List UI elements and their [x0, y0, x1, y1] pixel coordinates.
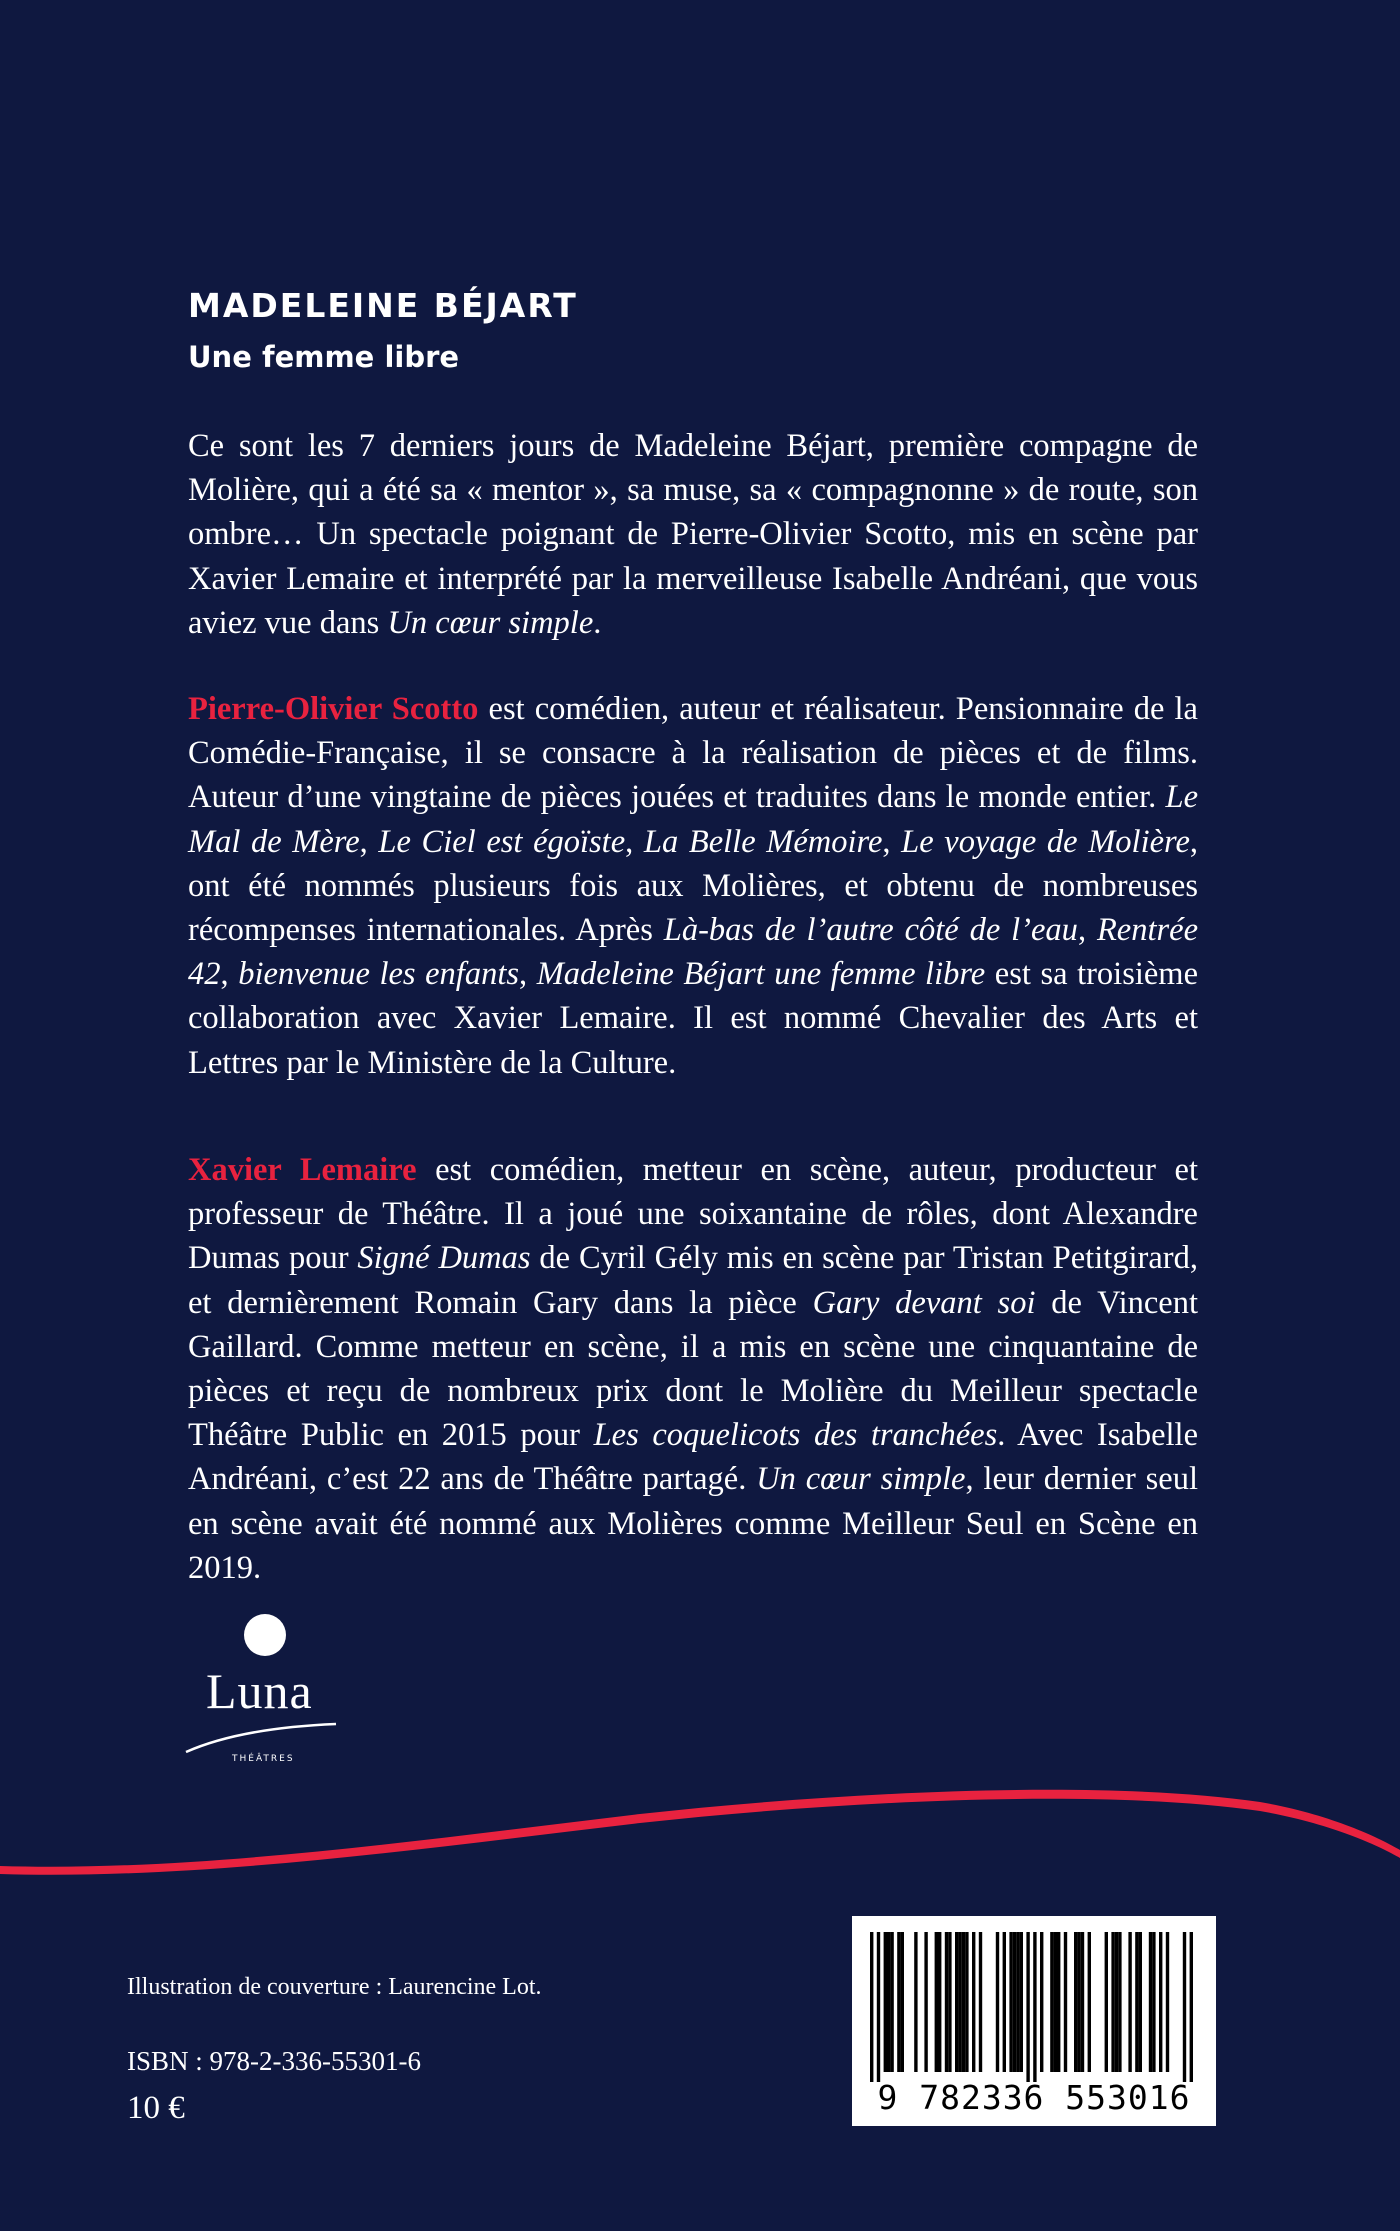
barcode-bar — [1190, 1932, 1193, 2082]
barcode-bar — [1159, 1932, 1162, 2072]
barcode-bar — [1105, 1932, 1108, 2072]
barcode-bar — [914, 1932, 917, 2072]
barcode-bar — [877, 1932, 880, 2082]
barcode-bar — [901, 1932, 904, 2072]
synopsis-text: Ce sont les 7 derniers jours de Madeleine Béjart, première compagne de Molière, qui a été sa « mentor », sa muse, sa « compagnonne » de route, son ombre… Un spectacle poignant de Pierre-Olivier Scotto, mis en scène par Xavier Lemaire et interprété par la merveilleuse Isabelle Andréani, que vous aviez vue dans — [188, 428, 1198, 641]
work-title: Les coquelicots des tranchées — [593, 1417, 998, 1454]
barcode-bar — [1074, 1932, 1077, 2072]
book-subtitle: Une femme libre — [188, 340, 460, 374]
barcode-bar — [1118, 1932, 1121, 2072]
barcode-bar — [1040, 1932, 1043, 2072]
book-title: MADELEINE BÉJART — [188, 286, 578, 325]
barcode-bar — [1064, 1932, 1067, 2072]
director-name: Xavier Lemaire — [188, 1152, 417, 1188]
synopsis-text: . — [593, 604, 602, 641]
barcode-bar — [945, 1932, 948, 2072]
bio-text: est comédien, auteur et réalisateur. Pensionnaire de la Comédie-Française, il se consacre à la réalisation de pièces et de films. Auteur d’une vingtaine de pièces jouées et traduites dans le monde entier. — [188, 691, 1198, 816]
bio-text: , — [519, 956, 537, 993]
cover-illustration-credit: Illustration de couverture : Laurencine Lot. — [127, 1974, 542, 2000]
publisher-logo-text: Luna — [206, 1663, 313, 1719]
work-title: Le Ciel est égoïste — [378, 823, 626, 860]
bio-text: , ont été nommés plusieurs fois aux Molières, et obtenu de nombreuses récompenses internationales. Après — [188, 823, 1199, 949]
barcode-bar — [958, 1932, 961, 2072]
barcode-bar — [870, 1932, 873, 2082]
bio-text: , — [220, 956, 239, 993]
work-title: Rentrée 42 — [188, 912, 1198, 993]
barcode-bar — [979, 1932, 982, 2072]
bio-text: est sa troisième collaboration avec Xavier Lemaire. Il est nommé Chevalier des Arts et Lettres par le Ministère de la Culture. — [188, 956, 1199, 1081]
author-bio-paragraph — [188, 687, 1198, 1085]
publisher-logo-dot — [244, 1614, 286, 1656]
bio-text: de Vincent Gaillard. Comme metteur en scène, il a mis en scène une cinquantaine de pièces et reçu de nombreux prix dont le Molière du Meilleur spectacle Théâtre Public en 2015 pour — [188, 1284, 1199, 1454]
barcode-bar — [1088, 1932, 1091, 2072]
bio-text: de Cyril Gély mis en scène par Tristan Petitgirard, et dernièrement Romain Gary dans la pièce — [188, 1240, 1198, 1321]
barcode-bar — [1033, 1932, 1036, 2082]
barcode-bar — [1139, 1932, 1142, 2072]
barcode — [852, 1916, 1216, 2126]
barcode-bar — [1149, 1932, 1152, 2072]
barcode-bar — [1183, 1932, 1186, 2082]
work-title: Là-bas de l’autre côté de l’eau — [663, 912, 1078, 949]
barcode-bar — [965, 1932, 968, 2072]
work-title: La Belle Mémoire — [643, 823, 883, 860]
barcode-bar — [1081, 1932, 1084, 2072]
barcode-bar — [1115, 1932, 1118, 2072]
price: 10 € — [127, 2090, 185, 2126]
bio-text: , — [882, 823, 902, 860]
work-title: Gary devant soi — [812, 1284, 1036, 1321]
barcode-bar — [1026, 1932, 1029, 2082]
work-title: Le voyage de Molière — [901, 823, 1190, 860]
work-title: Le Mal de Mère — [188, 779, 1198, 860]
barcode-bar — [1003, 1932, 1006, 2072]
barcode-bar — [1128, 1932, 1131, 2072]
work-title: Un cœur simple — [387, 604, 594, 641]
barcode-bar — [1135, 1932, 1138, 2072]
barcode-bar — [890, 1932, 893, 2072]
barcode-bar — [884, 1932, 887, 2072]
barcode-bar — [1152, 1932, 1155, 2072]
work-title: Madeleine Béjart une femme libre — [536, 956, 986, 993]
publisher-logo-swoosh — [180, 1708, 340, 1758]
barcode-bar — [962, 1932, 965, 2072]
work-title: bienvenue les enfants — [238, 956, 520, 993]
barcode-bar — [1077, 1932, 1080, 2072]
barcode-bar — [948, 1932, 951, 2072]
barcode-digits: 9 782336 553016 — [877, 2078, 1191, 2117]
bio-text: , — [359, 823, 379, 860]
isbn: ISBN : 978-2-336-55301-6 — [127, 2046, 421, 2076]
barcode-bar — [1009, 1932, 1012, 2072]
barcode-bar — [924, 1932, 927, 2072]
barcode-bar — [887, 1932, 890, 2072]
barcode-bar — [1054, 1932, 1057, 2072]
decorative-wave — [0, 1770, 1400, 1890]
publisher-logo-subtitle: THÉÂTRES — [232, 1754, 295, 1764]
bio-text: , leur dernier seul en scène avait été nommé aux Molières comme Meilleur Seul en Scène en 2019. — [188, 1461, 1199, 1586]
barcode-bar — [1166, 1932, 1169, 2072]
director-bio-paragraph — [188, 1148, 1198, 1590]
barcode-bar — [1013, 1932, 1016, 2072]
barcode-bar — [897, 1932, 900, 2072]
barcode-bar — [1057, 1932, 1060, 2072]
barcode-bar — [996, 1932, 999, 2072]
barcode-bar — [955, 1932, 958, 2072]
bio-text: , — [625, 823, 644, 860]
synopsis-paragraph — [188, 424, 1198, 645]
barcode-bar — [1016, 1932, 1019, 2072]
barcode-bar — [1020, 1932, 1023, 2072]
barcode-bar — [935, 1932, 938, 2072]
barcode-bar — [1111, 1932, 1114, 2072]
work-title: Signé Dumas — [357, 1240, 531, 1277]
bio-text: , — [1077, 912, 1097, 949]
bio-text: est comédien, metteur en scène, auteur, producteur et professeur de Théâtre. Il a joué une soixantaine de rôles, dont Alexandre Dumas pour — [188, 1152, 1198, 1277]
author-name: Pierre-Olivier Scotto — [188, 691, 479, 727]
work-title: Un cœur simple — [756, 1461, 966, 1498]
bio-text: . Avec Isabelle Andréani, c’est 22 ans de Théâtre partagé. — [188, 1417, 1198, 1498]
barcode-bar — [938, 1932, 941, 2072]
barcode-bar — [1050, 1932, 1053, 2072]
barcode-bar — [972, 1932, 975, 2072]
